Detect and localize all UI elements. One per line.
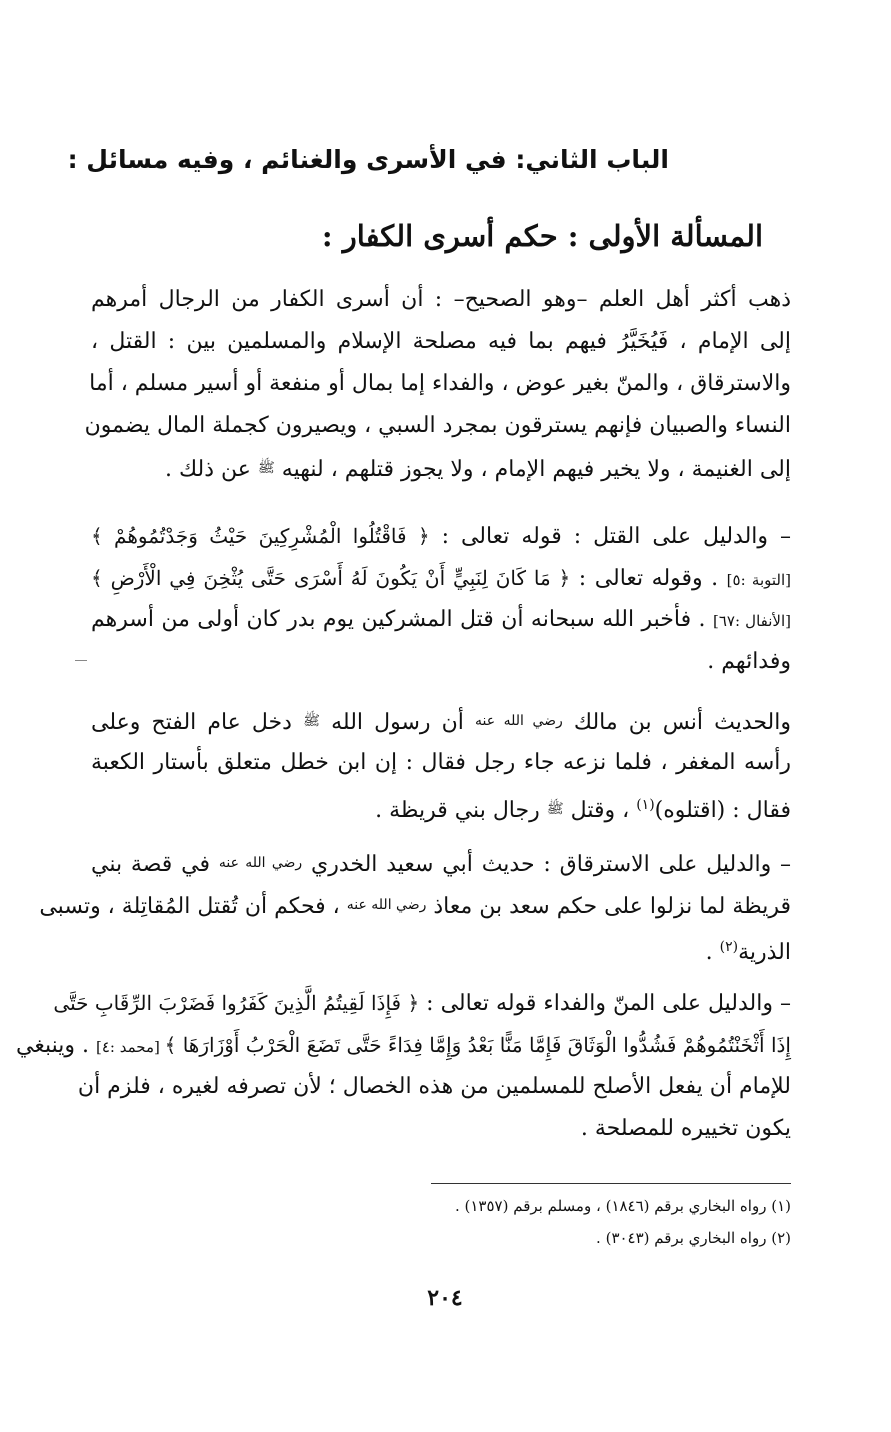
radiya-symbol: رضي الله عنه [346, 897, 427, 913]
footnote: (٢) رواه البخاري برقم (٣٠٤٣) . [596, 1229, 791, 1247]
chapter-title: الباب الثاني: في الأسرى والغنائم ، وفيه مسائل : [67, 145, 669, 174]
text-segment: قريظة لما نزلوا على حكم سعد بن معاذ [433, 894, 791, 919]
text-line [91, 515, 791, 557]
quran-verse: ﴿ مَا كَانَ لِنَبِيٍّ أَنْ يَكُونَ لَهُ أَسْرَى حَتَّى يُثْخِنَ فِي الْأَرْضِ ﴾ [91, 566, 571, 590]
text-line [91, 700, 791, 742]
text-line [39, 884, 791, 926]
issue-heading [163, 214, 763, 258]
text-segment: عن ذلك . [164, 457, 251, 482]
text-line: النساء والصبيان فإنهم يسترقون بمجرد السبي ، ويصيرون كجملة المال يضمون [84, 413, 791, 438]
text-segment: دخل عام الفتح وعلى [91, 710, 292, 735]
text-segment: الذرية [738, 940, 791, 965]
footnote: (١) رواه البخاري برقم (١٨٤٦) ، ومسلم برقم (١٣٥٧) . [454, 1197, 791, 1215]
text-segment: والحديث أنس بن مالك [573, 710, 791, 735]
text-line [91, 599, 791, 641]
page-number: ٢٠٤ [427, 1285, 463, 1311]
text-segment: – والدليل على المنّ والفداء قوله تعالى : [426, 991, 791, 1016]
verse-reference: [محمد :٤] [96, 1038, 165, 1056]
text-segment: . وقوله تعالى : [570, 566, 727, 591]
text-line: يكون تخييره للمصلحة . [580, 1116, 791, 1141]
text-segment: أن رسول الله [331, 710, 464, 735]
text-line [53, 982, 791, 1024]
salawat-symbol: ﷺ [546, 801, 564, 817]
radiya-symbol: رضي الله عنه [218, 855, 303, 871]
text-segment: – والدليل على القتل : قوله تعالى : [441, 524, 791, 549]
issue-separator: : [557, 219, 589, 253]
text-segment: رجال بني قريظة . [375, 798, 540, 823]
verse-reference: [الأنفال :٦٧] [712, 612, 791, 630]
text-line [91, 842, 791, 884]
paragraph-hadith-anas [91, 700, 791, 826]
text-line: إلى الإمام ، فَيُخَيَّرُ فيهم بما فيه مصلحة الإسلام والمسلمين بين : القتل ، [91, 329, 791, 354]
footnote-marker: (١) [636, 797, 655, 813]
issue-title: حكم أسرى الكفار : [321, 219, 558, 253]
text-segment: . فأخبر الله سبحانه أن قتل المشركين يوم بدر كان أولى من أسرهم [91, 607, 713, 632]
text-segment: . [705, 940, 720, 965]
text-line: وفدائهم . [707, 649, 791, 674]
text-segment: في قصة بني [91, 852, 211, 877]
footnotes [191, 1190, 791, 1254]
text-line [91, 926, 791, 968]
text-line: رأسه المغفر ، فلما نزعه جاء رجل فقال : إن ابن خطل متعلق بأستار الكعبة [91, 750, 791, 775]
text-segment: ، وقتل [570, 798, 637, 823]
text-line: والاسترقاق ، والمنّ بغير عوض ، والفداء إما بمال أو منفعة أو أسير مسلم ، أما [89, 371, 791, 396]
text-line [91, 557, 791, 599]
issue-label: المسألة الأولى [588, 219, 763, 253]
radiya-symbol: رضي الله عنه [474, 713, 563, 729]
quran-verse: إِذَا أَثْخَنْتُمُوهُمْ فَشُدُّوا الْوَثَاقَ فَإِمَّا مَنًّا بَعْدُ وَإِمَّا فِدَاءً حَتَّى تَضَعَ الْحَرْبُ أَوْزَارَهَا ﴾ [164, 1033, 791, 1057]
paragraph-evidence-killing [91, 515, 791, 683]
footnote-divider [431, 1183, 791, 1184]
text-line: للإمام أن يفعل الأصلح للمسلمين من هذه الخصال ؛ لأن تصرفه لغيره ، فلزم أن [77, 1074, 791, 1099]
verse-reference: [التوبة :٥] [726, 571, 792, 589]
footnote-marker: (٢) [719, 939, 739, 955]
text-line [91, 447, 791, 489]
text-line [16, 1024, 791, 1066]
quran-verse: ﴿ فَإِذَا لَقِيتُمُ الَّذِينَ كَفَرُوا فَضَرْبَ الرِّقَابِ حَتَّى [53, 991, 420, 1015]
quran-verse: ﴿ فَاقْتُلُوا الْمُشْرِكِينَ حَيْثُ وَجَدْتُمُوهُمْ ﴾ [91, 524, 430, 548]
text-segment: إلى الغنيمة ، ولا يخير فيهم الإمام ، ولا يجوز قتلهم ، لنهيه [281, 457, 791, 482]
text-segment: ، فحكم أن تُقتل المُقاتِلة ، وتسبى [39, 894, 347, 919]
salawat-symbol: ﷺ [303, 713, 320, 729]
text-segment: – والدليل على الاسترقاق : حديث أبي سعيد الخدري [310, 852, 792, 877]
paragraph-evidence-enslavement [39, 842, 792, 968]
salawat-symbol: ﷺ [257, 460, 275, 476]
text-line: ذهب أكثر أهل العلم –وهو الصحيح– : أن أسرى الكفار من الرجال أمرهم [91, 287, 791, 312]
paragraph-opinion [84, 279, 791, 489]
text-segment: . وينبغي [16, 1033, 96, 1058]
text-line [91, 784, 791, 826]
stray-mark [75, 660, 87, 661]
paragraph-evidence-release [16, 982, 791, 1150]
text-segment: فقال : (اقتلوه) [654, 798, 791, 823]
